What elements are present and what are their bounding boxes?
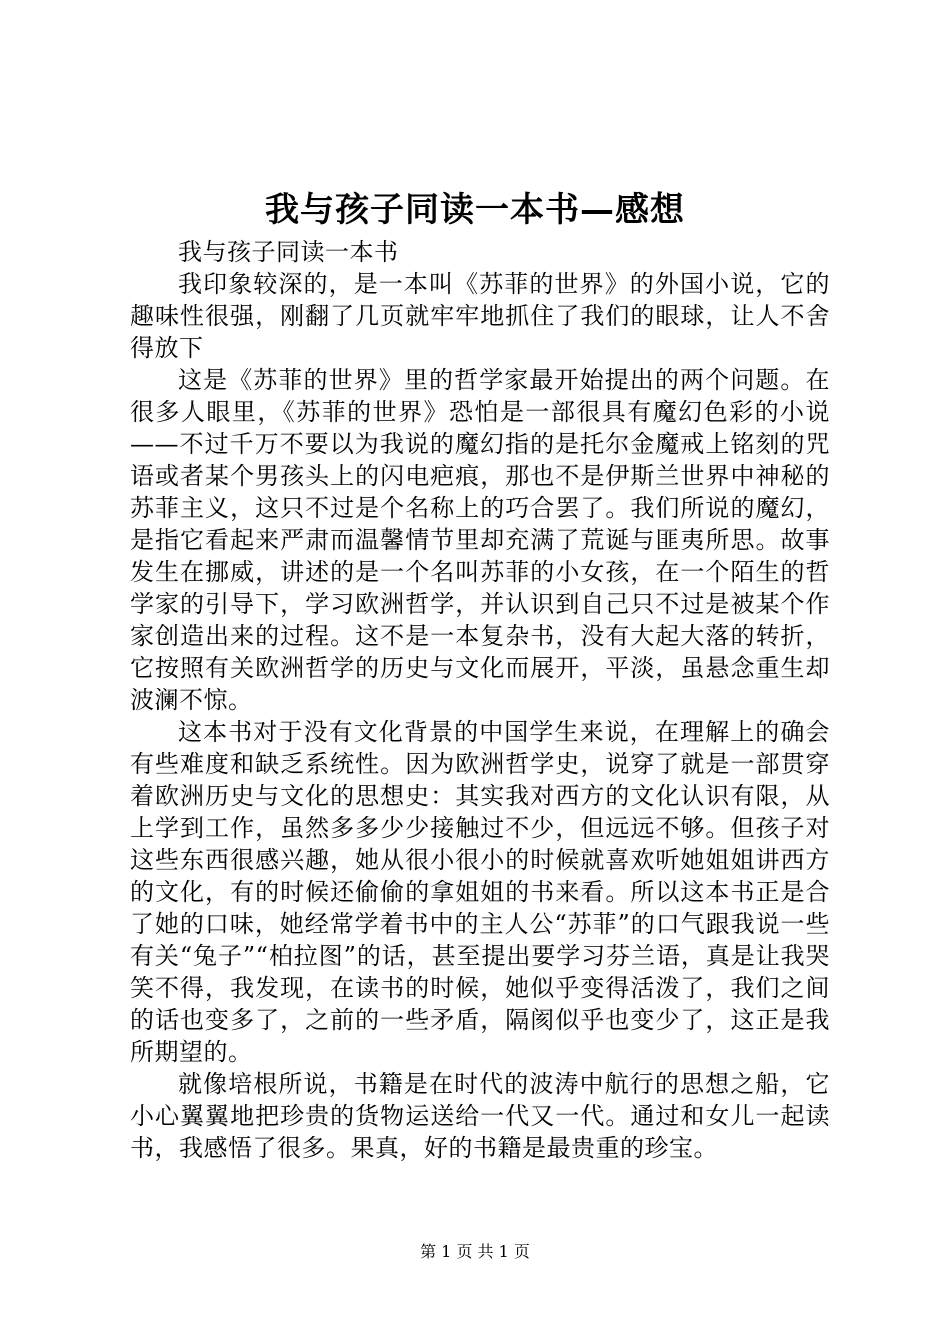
paragraph-subtitle: 我与孩子同读一本书 — [178, 238, 399, 266]
document-body — [130, 236, 830, 1164]
document-title: 我与孩子同读一本书—感想 — [265, 190, 685, 230]
paragraph-3: 这本书对于没有文化背景的中国学生来说，在理解上的确会有些难度和缺乏系统性。因为欧洲哲学史，说穿了就是一部贯穿着欧洲历史与文化的思想史：其实我对西方的文化认识有限，从上学到工作，虽然多多少少接触过不少，但远远不够。但孩子对这些东西很感兴趣，她从很小很小的时候就喜欢听她姐姐讲西方的文化，有的时候还偷偷的拿姐姐的书来看。所以这本书正是合了她的口味，她经常学着书中的主人公“苏菲”的口气跟我说一些有关“兔子”“柏拉图”的话，甚至提出要学习芬兰语，真是让我哭笑不得，我发现，在读书的时候，她似乎变得活泼了，我们之间的话也变多了，之前的一些矛盾，隔阂似乎也变少了，这正是我所期望的。 — [130, 718, 830, 1066]
page-footer: 第 1 页 共 1 页 — [420, 1242, 530, 1261]
paragraph-4: 就像培根所说，书籍是在时代的波涛中航行的思想之船，它小心翼翼地把珍贵的货物运送给一代又一代。通过和女儿一起读书，我感悟了很多。果真，好的书籍是最贵重的珍宝。 — [130, 1070, 830, 1162]
paragraph-1: 我印象较深的，是一本叫《苏菲的世界》的外国小说，它的趣味性很强，刚翻了几页就牢牢地抓住了我们的眼球，让人不舍得放下 — [130, 270, 830, 362]
paragraph-2: 这是《苏菲的世界》里的哲学家最开始提出的两个问题。在很多人眼里，《苏菲的世界》恐怕是一部很具有魔幻色彩的小说——不过千万不要以为我说的魔幻指的是托尔金魔戒上铭刻的咒语或者某个男孩头上的闪电疤痕，那也不是伊斯兰世界中神秘的苏菲主义，这只不过是个名称上的巧合罢了。我们所说的魔幻，是指它看起来严肃而温馨情节里却充满了荒诞与匪夷所思。故事发生在挪威，讲述的是一个名叫苏菲的小女孩，在一个陌生的哲学家的引导下，学习欧洲哲学，并认识到自己只不过是被某个作家创造出来的过程。这不是一本复杂书，没有大起大落的转折，它按照有关欧洲哲学的历史与文化而展开，平淡，虽悬念重生却波澜不惊。 — [130, 366, 830, 714]
